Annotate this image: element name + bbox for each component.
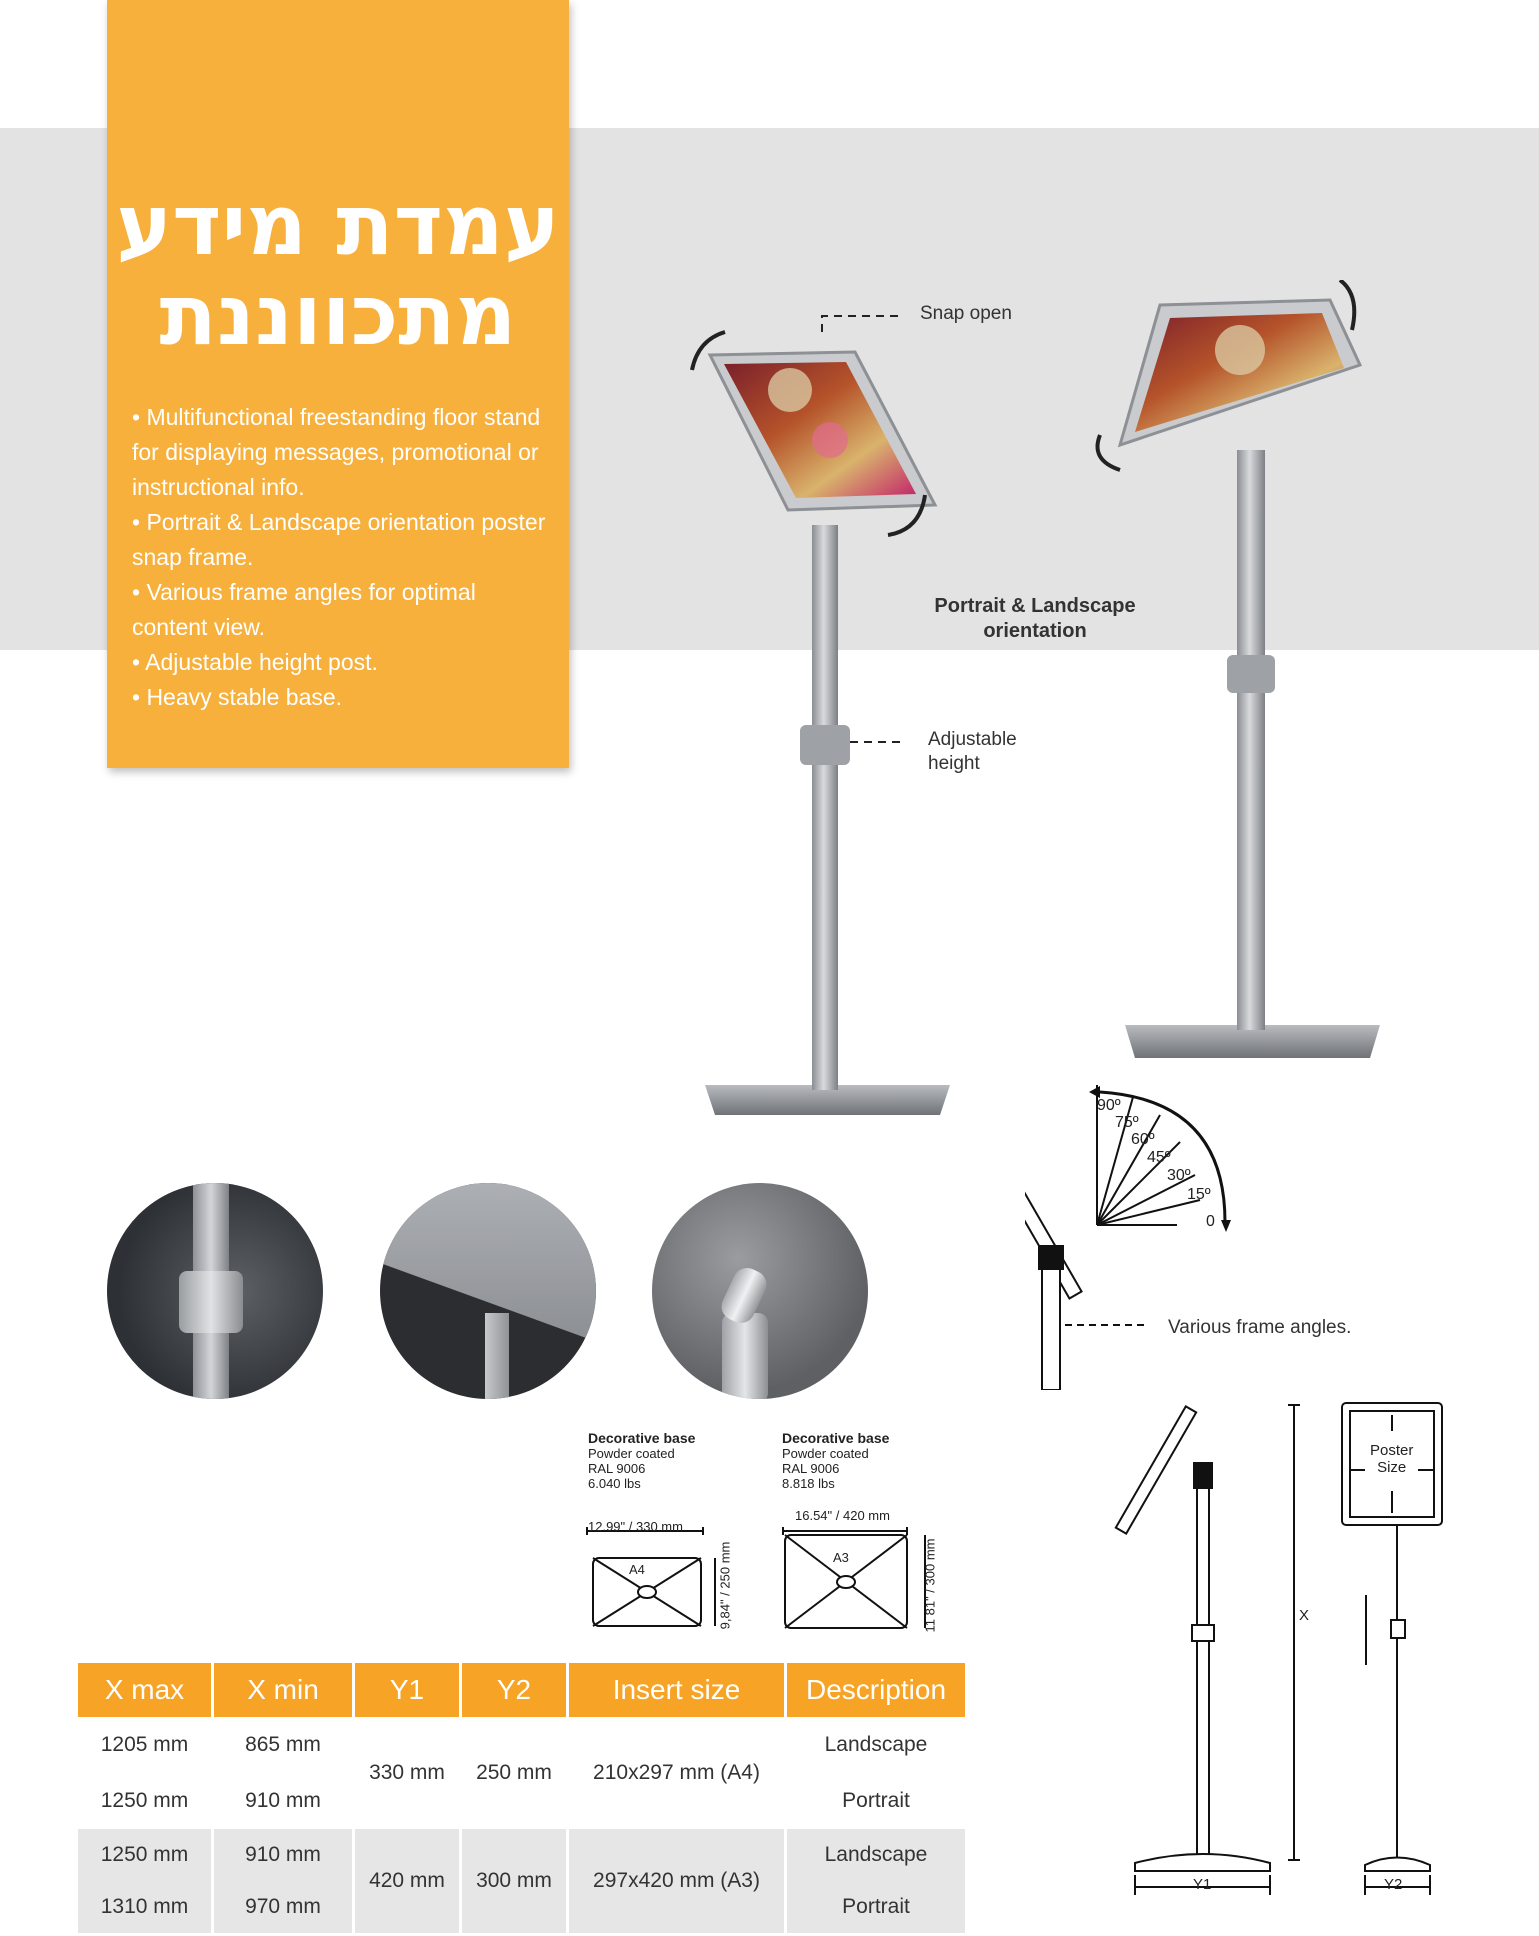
poster-label-line: Poster (1370, 1442, 1414, 1459)
feature-item: • Multifunctional freestanding floor stand for displaying messages, promotional or instructional info. (132, 404, 541, 500)
adjustable-height-callout (928, 728, 1017, 776)
x-min-cell: 970 mm (214, 1881, 352, 1933)
description-cell: Portrait (787, 1881, 965, 1933)
base-a4-depth: 9,84" / 250 mm (717, 1541, 733, 1630)
callout-line: Adjustable (928, 729, 1017, 750)
base-a3-depth: 11 81" / 300 mm (922, 1538, 938, 1633)
detail-collar (107, 1183, 323, 1399)
specs-table (75, 1663, 968, 1933)
base-a4-size: A4 (629, 1562, 645, 1577)
frame-angles-callout: Various frame angles. (1168, 1317, 1352, 1338)
col-header-description: Description (787, 1663, 965, 1717)
y2-dimension-label: Y2 (1384, 1876, 1403, 1893)
base-spec-a3 (782, 1431, 889, 1491)
height-collar (1227, 655, 1275, 693)
insert-size-cell: 210x297 mm (A4) (569, 1717, 784, 1829)
x-min-cell: 865 mm (214, 1717, 352, 1773)
feature-item: • Various frame angles for optimal content view. (132, 579, 476, 640)
snap-open-callout: Snap open (920, 303, 1012, 324)
col-header-x-max: X max (78, 1663, 211, 1717)
description-cell: Landscape (787, 1717, 965, 1773)
orientation-line: orientation (983, 620, 1087, 642)
feature-item: • Adjustable height post. (132, 649, 378, 675)
spec-title: Decorative base (588, 1430, 696, 1446)
feature-item: • Portrait & Landscape orientation poster snap frame. (132, 509, 546, 570)
angle-label: 0 (1206, 1213, 1215, 1230)
title-line-2: מתכווננת (159, 266, 517, 364)
spec-weight: 6.040 lbs (588, 1476, 641, 1491)
base-a3-size: A3 (833, 1550, 849, 1565)
y2-cell: 300 mm (462, 1829, 566, 1933)
col-header-y1: Y1 (355, 1663, 459, 1717)
feature-item: • Heavy stable base. (132, 684, 343, 710)
angle-label: 45º (1147, 1149, 1171, 1166)
x-max-cell: 1250 mm (78, 1773, 211, 1829)
spec-finish: Powder coated (782, 1446, 869, 1461)
callout-line: height (928, 753, 980, 774)
y1-cell: 420 mm (355, 1829, 459, 1933)
poster-size-label (1370, 1442, 1413, 1476)
angle-label: 60º (1131, 1131, 1155, 1148)
base-drawings (585, 1525, 955, 1645)
table-header-row (78, 1663, 965, 1717)
spec-ral: RAL 9006 (588, 1461, 646, 1476)
y1-dimension-label: Y1 (1193, 1876, 1212, 1893)
stand-pole (812, 525, 838, 1090)
table-row (78, 1829, 965, 1881)
col-header-insert-size: Insert size (569, 1663, 784, 1717)
portrait-stand (705, 352, 950, 1115)
spec-ral: RAL 9006 (782, 1461, 840, 1476)
x-max-cell: 1205 mm (78, 1717, 211, 1773)
col-header-y2: Y2 (462, 1663, 566, 1717)
detail-pivot (652, 1183, 868, 1399)
orientation-line: Portrait & Landscape (934, 595, 1136, 617)
x-max-cell: 1310 mm (78, 1881, 211, 1933)
table-row (78, 1717, 965, 1773)
col-header-x-min: X min (214, 1663, 352, 1717)
y1-cell: 330 mm (355, 1717, 459, 1829)
height-collar (800, 725, 850, 765)
angle-label: 15º (1187, 1186, 1211, 1203)
x-min-cell: 910 mm (214, 1829, 352, 1881)
base-a4-width: 12.99" / 330 mm (588, 1519, 683, 1534)
spec-title: Decorative base (782, 1430, 890, 1446)
product-illustration (680, 280, 1400, 1130)
feature-list (132, 400, 552, 715)
y2-cell: 250 mm (462, 1717, 566, 1829)
landscape-stand (1120, 300, 1380, 1058)
x-min-cell: 910 mm (214, 1773, 352, 1829)
base-spec-a4 (588, 1431, 695, 1491)
insert-size-cell: 297x420 mm (A3) (569, 1829, 784, 1933)
detail-frame-corner (380, 1183, 596, 1399)
x-dimension-label: X (1299, 1607, 1310, 1624)
description-cell: Landscape (787, 1829, 965, 1881)
orientation-label (910, 594, 1160, 644)
spec-weight: 8.818 lbs (782, 1476, 835, 1491)
info-panel (107, 0, 569, 768)
angle-label: 30º (1167, 1167, 1191, 1184)
title-line-1: עמדת מידע (116, 176, 560, 274)
page-title (107, 176, 569, 364)
spec-finish: Powder coated (588, 1446, 675, 1461)
angle-label: 75º (1115, 1114, 1139, 1131)
description-cell: Portrait (787, 1773, 965, 1829)
x-max-cell: 1250 mm (78, 1829, 211, 1881)
angle-label: 90º (1097, 1097, 1121, 1114)
base-a3-width: 16.54" / 420 mm (795, 1508, 890, 1523)
stand-pole (1237, 450, 1265, 1030)
poster-label-line: Size (1377, 1459, 1407, 1476)
